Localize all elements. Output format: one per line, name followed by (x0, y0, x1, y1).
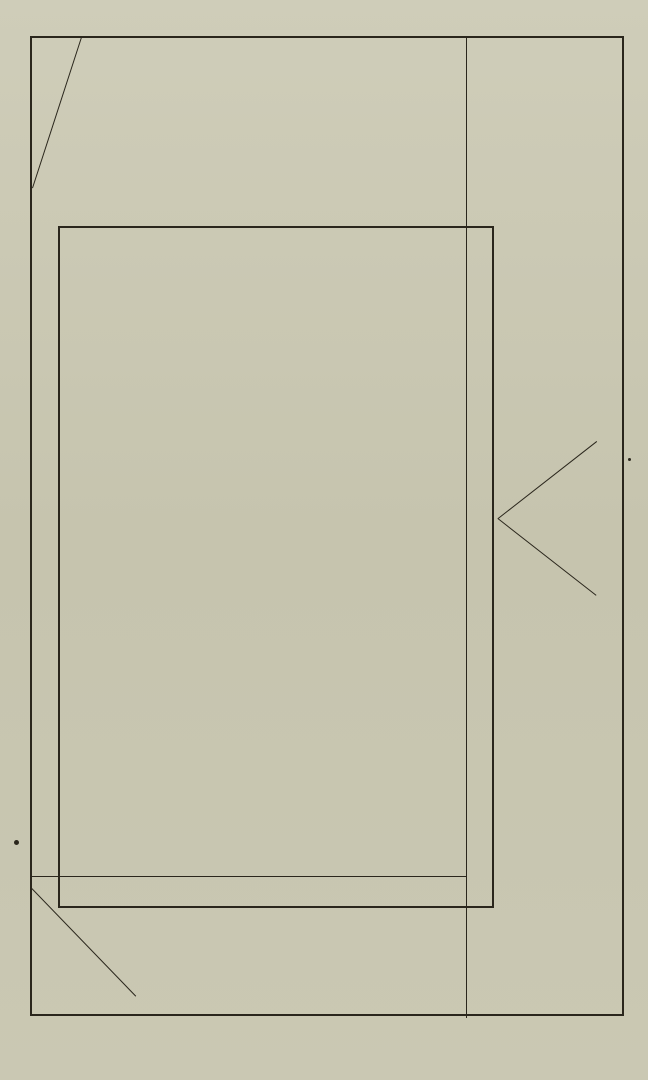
right-triangle-top (498, 441, 597, 519)
top-left-diagonal (32, 38, 82, 189)
ink-dot (628, 458, 631, 461)
ink-mark (14, 840, 19, 845)
outer-border (30, 36, 624, 1016)
right-triangle-bottom (497, 518, 596, 596)
verse-grid (58, 226, 494, 908)
